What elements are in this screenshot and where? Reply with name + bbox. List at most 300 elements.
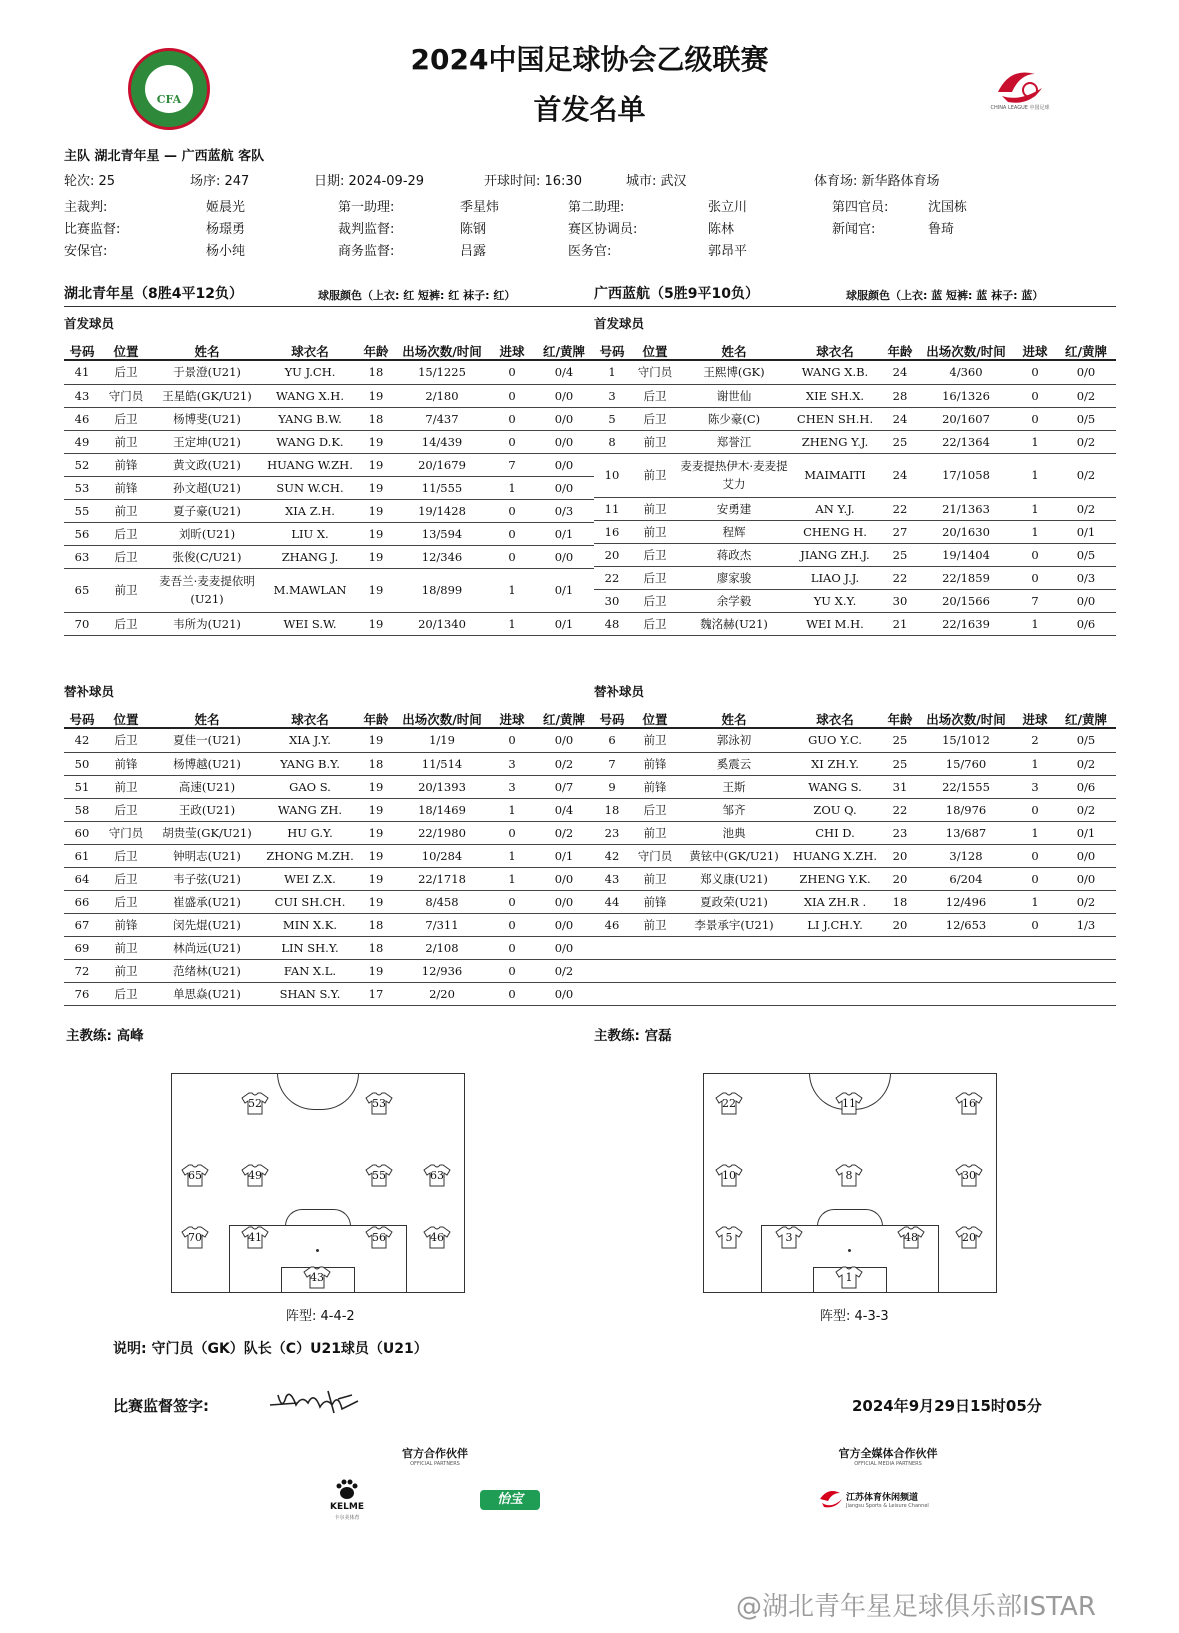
cell-name: 陈少豪(C) — [680, 407, 788, 430]
cell-position: 后卫 — [100, 407, 152, 430]
player-shirt — [241, 1091, 269, 1115]
cell-appearances: 20/1566 — [918, 589, 1014, 612]
official-name: 吕露 — [460, 244, 487, 259]
cell-shirt-name: SUN W.CH. — [262, 476, 358, 499]
cell-name: 孙文超(U21) — [152, 476, 262, 499]
away-coach: 主教练: 宫磊 — [594, 1028, 672, 1044]
team-header-divider — [64, 306, 1116, 307]
cell-age: 25 — [882, 729, 918, 752]
cell-cards: 0/5 — [1056, 543, 1116, 566]
cell-age: 18 — [358, 913, 394, 936]
cell-shirt-name: FAN X.L. — [262, 959, 358, 982]
cell-name: 邹齐 — [680, 798, 788, 821]
shirt-number: 8 — [845, 1169, 853, 1182]
cell-age: 25 — [882, 752, 918, 775]
shirt-number: 56 — [372, 1231, 386, 1244]
cell-number: 48 — [594, 612, 630, 635]
official-name: 陈林 — [708, 222, 735, 237]
cell-age: 20 — [882, 913, 918, 936]
table-row — [594, 775, 1116, 798]
cell-shirt-name: MIN X.K. — [262, 913, 358, 936]
table-row-empty — [594, 982, 1116, 1005]
player-shirt — [715, 1225, 743, 1249]
partners-sub: OFFICIAL PARTNERS — [410, 1461, 460, 1467]
cell-name: 池典 — [680, 821, 788, 844]
shirt-number: 22 — [722, 1097, 736, 1110]
cfa-logo-text: CFA — [145, 65, 193, 113]
column-header: 红/黄牌 — [1064, 344, 1108, 359]
cell-shirt-name: GAO S. — [262, 775, 358, 798]
cell-appearances: 15/1012 — [918, 729, 1014, 752]
column-header: 姓名 — [194, 344, 220, 359]
cell-shirt-name: CHI D. — [788, 821, 882, 844]
cell-name: 王定坤(U21) — [152, 430, 262, 453]
away-formation: 阵型: 4-3-3 — [820, 1309, 889, 1324]
cell-appearances: 3/128 — [918, 844, 1014, 867]
column-header: 年龄 — [363, 712, 389, 727]
table-row — [64, 384, 594, 407]
player-shirt — [715, 1091, 743, 1115]
cell-age: 19 — [358, 844, 394, 867]
cell-name: 余学毅 — [680, 589, 788, 612]
cell-shirt-name: LI J.CH.Y. — [788, 913, 882, 936]
cell-appearances: 15/1225 — [394, 361, 490, 384]
cell-cards: 0/2 — [1056, 798, 1116, 821]
table-row — [64, 568, 594, 612]
cell-position: 前卫 — [630, 453, 680, 497]
cell-number: 49 — [64, 430, 100, 453]
cell-number: 22 — [594, 566, 630, 589]
cell-goals: 1 — [490, 612, 534, 635]
partners-label: 官方合作伙伴 — [402, 1447, 468, 1460]
cell-goals: 0 — [1014, 867, 1056, 890]
cell-goals: 1 — [490, 568, 534, 612]
column-header: 进球 — [499, 344, 525, 359]
official-role: 商务监督: — [338, 244, 395, 259]
cell-appearances: 20/1679 — [394, 453, 490, 476]
home-subs-label: 替补球员 — [64, 684, 115, 699]
cell-number: 53 — [64, 476, 100, 499]
cell-appearances: 14/439 — [394, 430, 490, 453]
cell-appearances: 20/1607 — [918, 407, 1014, 430]
cell-cards: 0/0 — [534, 867, 594, 890]
cell-empty — [680, 959, 788, 982]
cell-appearances: 13/594 — [394, 522, 490, 545]
cell-cards: 0/0 — [1056, 361, 1116, 384]
table-row — [64, 612, 594, 635]
cell-number: 42 — [594, 844, 630, 867]
cell-goals: 1 — [1014, 890, 1056, 913]
cell-number: 69 — [64, 936, 100, 959]
cell-empty — [882, 959, 918, 982]
cell-age: 19 — [358, 775, 394, 798]
cell-age: 20 — [882, 844, 918, 867]
cell-age: 21 — [882, 612, 918, 635]
cell-age: 25 — [882, 543, 918, 566]
cell-name: 张俊(C/U21) — [152, 545, 262, 568]
cell-appearances: 22/1364 — [918, 430, 1014, 453]
cell-position: 守门员 — [100, 821, 152, 844]
table-row — [64, 522, 594, 545]
cell-empty — [882, 936, 918, 959]
column-header: 出场次数/时间 — [402, 712, 482, 727]
cell-empty — [1056, 936, 1116, 959]
penalty-arc — [285, 1209, 351, 1226]
cell-age: 24 — [882, 407, 918, 430]
cell-empty — [630, 959, 680, 982]
cell-shirt-name: XIE SH.X. — [788, 384, 882, 407]
cell-goals: 3 — [1014, 775, 1056, 798]
cell-appearances: 20/1393 — [394, 775, 490, 798]
cell-empty — [1056, 982, 1116, 1005]
cell-goals: 0 — [490, 982, 534, 1005]
page-title: 2024中国足球协会乙级联赛 — [410, 43, 769, 76]
cell-goals: 1 — [490, 844, 534, 867]
cell-position: 后卫 — [630, 407, 680, 430]
column-header: 号码 — [69, 712, 95, 727]
cell-appearances: 15/760 — [918, 752, 1014, 775]
cell-name: 杨博越(U21) — [152, 752, 262, 775]
cell-age: 18 — [358, 752, 394, 775]
venue: 体育场: 新华路体育场 — [814, 174, 940, 189]
cell-cards: 0/0 — [534, 545, 594, 568]
cell-empty — [882, 982, 918, 1005]
cell-goals: 0 — [490, 821, 534, 844]
cell-name: 林尚远(U21) — [152, 936, 262, 959]
cell-cards: 0/1 — [534, 522, 594, 545]
cell-appearances: 12/936 — [394, 959, 490, 982]
cell-goals: 0 — [1014, 384, 1056, 407]
cell-appearances: 22/1555 — [918, 775, 1014, 798]
cell-shirt-name: ZOU Q. — [788, 798, 882, 821]
cell-position: 后卫 — [100, 890, 152, 913]
away-starters-label: 首发球员 — [594, 316, 645, 331]
column-header: 球衣名 — [816, 712, 854, 727]
table-row — [64, 476, 594, 499]
table-row — [594, 729, 1116, 752]
official-role: 新闻官: — [832, 222, 876, 237]
cell-goals: 7 — [1014, 589, 1056, 612]
official-name: 张立川 — [708, 200, 748, 215]
official-name: 鲁琦 — [928, 222, 955, 237]
cell-cards: 0/2 — [1056, 890, 1116, 913]
cell-position: 前卫 — [100, 936, 152, 959]
cell-goals: 2 — [1014, 729, 1056, 752]
column-header: 出场次数/时间 — [402, 344, 482, 359]
match-date: 日期: 2024-09-29 — [314, 174, 425, 189]
cell-shirt-name: WANG D.K. — [262, 430, 358, 453]
cell-number: 42 — [64, 729, 100, 752]
cell-shirt-name: YANG B.Y. — [262, 752, 358, 775]
penalty-arc — [817, 1209, 883, 1226]
cell-position: 后卫 — [630, 566, 680, 589]
cell-shirt-name: LIAO J.J. — [788, 566, 882, 589]
cell-empty — [594, 959, 630, 982]
cell-number: 64 — [64, 867, 100, 890]
player-shirt — [955, 1163, 983, 1187]
cell-goals: 1 — [1014, 497, 1056, 520]
cell-number: 60 — [64, 821, 100, 844]
cell-age: 19 — [358, 890, 394, 913]
cell-cards: 0/0 — [534, 453, 594, 476]
shirt-number: 46 — [430, 1231, 444, 1244]
cell-age: 19 — [358, 453, 394, 476]
cell-name: 安勇建 — [680, 497, 788, 520]
cell-age: 31 — [882, 775, 918, 798]
supervisor-signature — [268, 1385, 368, 1417]
away-team-name: 广西蓝航（5胜9平10负） — [594, 286, 759, 302]
cell-position: 守门员 — [100, 384, 152, 407]
cell-cards: 0/1 — [534, 568, 594, 612]
official-role: 裁判监督: — [338, 222, 395, 237]
shirt-number: 48 — [904, 1231, 918, 1244]
cell-appearances: 4/360 — [918, 361, 1014, 384]
table-row — [594, 612, 1116, 635]
cell-cards: 0/2 — [534, 752, 594, 775]
cell-number: 52 — [64, 453, 100, 476]
weibo-watermark: @湖北青年星足球俱乐部ISTAR — [736, 1592, 1096, 1622]
cell-goals: 0 — [490, 890, 534, 913]
table-row — [64, 430, 594, 453]
official-name: 杨小纯 — [206, 244, 246, 259]
player-shirt — [835, 1091, 863, 1115]
cell-number: 66 — [64, 890, 100, 913]
cell-name: 王斯 — [680, 775, 788, 798]
cell-number: 20 — [594, 543, 630, 566]
cell-number: 76 — [64, 982, 100, 1005]
cell-number: 9 — [594, 775, 630, 798]
cell-appearances: 10/284 — [394, 844, 490, 867]
cell-appearances: 1/19 — [394, 729, 490, 752]
column-header: 球衣名 — [816, 344, 854, 359]
player-shirt — [365, 1225, 393, 1249]
table-row — [64, 867, 594, 890]
cell-shirt-name: LIU X. — [262, 522, 358, 545]
cell-name: 谢世仙 — [680, 384, 788, 407]
cell-shirt-name: XIA Z.H. — [262, 499, 358, 522]
cell-empty — [788, 982, 882, 1005]
table-row — [594, 430, 1116, 453]
shirt-number: 63 — [430, 1169, 444, 1182]
cell-number: 72 — [64, 959, 100, 982]
shirt-number: 16 — [962, 1097, 976, 1110]
cell-cards: 0/0 — [534, 430, 594, 453]
cell-cards: 0/5 — [1056, 729, 1116, 752]
cell-age: 18 — [358, 407, 394, 430]
cell-goals: 0 — [490, 913, 534, 936]
official-role: 医务官: — [568, 244, 612, 259]
cell-empty — [594, 982, 630, 1005]
cell-number: 23 — [594, 821, 630, 844]
shirt-number: 49 — [248, 1169, 262, 1182]
cell-appearances: 6/204 — [918, 867, 1014, 890]
cell-number: 55 — [64, 499, 100, 522]
cell-goals: 0 — [1014, 566, 1056, 589]
player-shirt — [365, 1163, 393, 1187]
cell-appearances: 12/653 — [918, 913, 1014, 936]
cell-cards: 0/0 — [534, 384, 594, 407]
cell-goals: 3 — [490, 775, 534, 798]
cell-position: 前卫 — [630, 729, 680, 752]
column-header: 位置 — [642, 712, 668, 727]
kelme-paw-icon — [335, 1478, 359, 1500]
cell-position: 后卫 — [630, 798, 680, 821]
cell-appearances: 19/1428 — [394, 499, 490, 522]
cell-shirt-name: HU G.Y. — [262, 821, 358, 844]
table-row — [64, 798, 594, 821]
table-row — [594, 798, 1116, 821]
cell-name: 黄文政(U21) — [152, 453, 262, 476]
cell-age: 27 — [882, 520, 918, 543]
table-row — [64, 453, 594, 476]
table-row — [594, 913, 1116, 936]
cell-number: 3 — [594, 384, 630, 407]
cell-number: 67 — [64, 913, 100, 936]
cell-age: 19 — [358, 522, 394, 545]
cell-appearances: 7/311 — [394, 913, 490, 936]
cell-cards: 0/2 — [534, 821, 594, 844]
cell-cards: 0/4 — [534, 361, 594, 384]
cell-number: 41 — [64, 361, 100, 384]
cell-number: 43 — [594, 867, 630, 890]
cell-position: 前锋 — [100, 453, 152, 476]
cell-position: 后卫 — [100, 982, 152, 1005]
cell-appearances: 22/1639 — [918, 612, 1014, 635]
shirt-number: 43 — [310, 1271, 324, 1284]
away-subs-table — [594, 729, 1116, 1006]
cell-appearances: 11/514 — [394, 752, 490, 775]
cell-name: 闵先焜(U21) — [152, 913, 262, 936]
cell-cards: 0/2 — [1056, 384, 1116, 407]
cell-cards: 0/0 — [1056, 844, 1116, 867]
player-shirt — [897, 1225, 925, 1249]
cell-empty — [630, 982, 680, 1005]
cell-age: 25 — [882, 430, 918, 453]
cell-shirt-name: WANG X.B. — [788, 361, 882, 384]
cell-age: 24 — [882, 453, 918, 497]
cell-goals: 1 — [490, 798, 534, 821]
cell-number: 18 — [594, 798, 630, 821]
official-name: 郭昂平 — [708, 244, 748, 259]
cell-cards: 0/5 — [1056, 407, 1116, 430]
cell-appearances: 18/1469 — [394, 798, 490, 821]
player-shirt — [181, 1225, 209, 1249]
shirt-number: 20 — [962, 1231, 976, 1244]
home-kit-colors: 球服颜色（上衣: 红 短裤: 红 袜子: 红） — [318, 289, 516, 302]
teams-line: 主队 湖北青年星 — 广西蓝航 客队 — [64, 149, 265, 164]
cell-name: 王政(U21) — [152, 798, 262, 821]
cell-empty — [918, 936, 1014, 959]
cell-name: 崔盛承(U21) — [152, 890, 262, 913]
cell-shirt-name: CUI SH.CH. — [262, 890, 358, 913]
official-name: 沈国栋 — [928, 200, 968, 215]
cell-age: 18 — [358, 361, 394, 384]
sign-datetime: 2024年9月29日15时05分 — [852, 1397, 1042, 1415]
cell-number: 7 — [594, 752, 630, 775]
cell-number: 44 — [594, 890, 630, 913]
column-header: 号码 — [599, 344, 625, 359]
column-header: 红/黄牌 — [542, 712, 586, 727]
official-role: 第一助理: — [338, 200, 395, 215]
cell-age: 19 — [358, 476, 394, 499]
cell-shirt-name: GUO Y.C. — [788, 729, 882, 752]
cell-position: 前卫 — [630, 430, 680, 453]
cell-empty — [788, 936, 882, 959]
cell-position: 后卫 — [100, 361, 152, 384]
cell-age: 19 — [358, 959, 394, 982]
home-coach: 主教练: 高峰 — [66, 1028, 144, 1044]
shirt-number: 1 — [845, 1271, 853, 1284]
cell-appearances: 18/976 — [918, 798, 1014, 821]
shirt-number: 11 — [842, 1097, 856, 1110]
official-role: 第二助理: — [568, 200, 625, 215]
shirt-number: 10 — [722, 1169, 736, 1182]
cell-appearances: 21/1363 — [918, 497, 1014, 520]
cell-empty — [918, 982, 1014, 1005]
cell-goals: 0 — [490, 430, 534, 453]
home-starters-label: 首发球员 — [64, 316, 115, 331]
cell-name: 于景澄(U21) — [152, 361, 262, 384]
cell-position: 前卫 — [100, 568, 152, 612]
official-name: 季星炜 — [460, 200, 500, 215]
table-row — [594, 752, 1116, 775]
cell-position: 前卫 — [100, 430, 152, 453]
cell-age: 19 — [358, 612, 394, 635]
cell-appearances: 12/496 — [918, 890, 1014, 913]
cell-name: 程辉 — [680, 520, 788, 543]
cell-age: 30 — [882, 589, 918, 612]
player-shirt — [835, 1265, 863, 1289]
cell-shirt-name: WANG X.H. — [262, 384, 358, 407]
official-name: 杨璟勇 — [206, 222, 246, 237]
table-row — [64, 407, 594, 430]
player-shirt — [241, 1225, 269, 1249]
cell-shirt-name: MAIMAITI — [788, 453, 882, 497]
column-header: 出场次数/时间 — [926, 344, 1006, 359]
cell-name: 夏子豪(U21) — [152, 499, 262, 522]
cell-goals: 1 — [490, 476, 534, 499]
table-row — [594, 520, 1116, 543]
shirt-number: 41 — [248, 1231, 262, 1244]
official-role: 主裁判: — [64, 200, 108, 215]
player-shirt — [365, 1091, 393, 1115]
city: 城市: 武汉 — [626, 174, 687, 189]
cell-empty — [1014, 936, 1056, 959]
cell-appearances: 18/899 — [394, 568, 490, 612]
cell-cards: 0/1 — [534, 844, 594, 867]
column-header: 姓名 — [721, 344, 747, 359]
column-header: 进球 — [1022, 712, 1048, 727]
cell-shirt-name: WANG ZH. — [262, 798, 358, 821]
shirt-number: 53 — [372, 1097, 386, 1110]
cell-goals: 0 — [1014, 913, 1056, 936]
cell-position: 前卫 — [630, 520, 680, 543]
cell-name: 钟明志(U21) — [152, 844, 262, 867]
cell-goals: 0 — [1014, 543, 1056, 566]
cell-age: 19 — [358, 384, 394, 407]
cell-cards: 0/6 — [1056, 612, 1116, 635]
cell-position: 前卫 — [100, 959, 152, 982]
cell-number: 63 — [64, 545, 100, 568]
cell-shirt-name: WEI M.H. — [788, 612, 882, 635]
jsty-sub: Jiangsu Sports & Leisure Channel — [846, 1503, 929, 1509]
cell-shirt-name: ZHENG Y.J. — [788, 430, 882, 453]
cell-position: 前卫 — [630, 913, 680, 936]
cell-cards: 0/0 — [534, 890, 594, 913]
cell-name: 韦所为(U21) — [152, 612, 262, 635]
shirt-number: 30 — [962, 1169, 976, 1182]
column-header: 球衣名 — [291, 344, 329, 359]
